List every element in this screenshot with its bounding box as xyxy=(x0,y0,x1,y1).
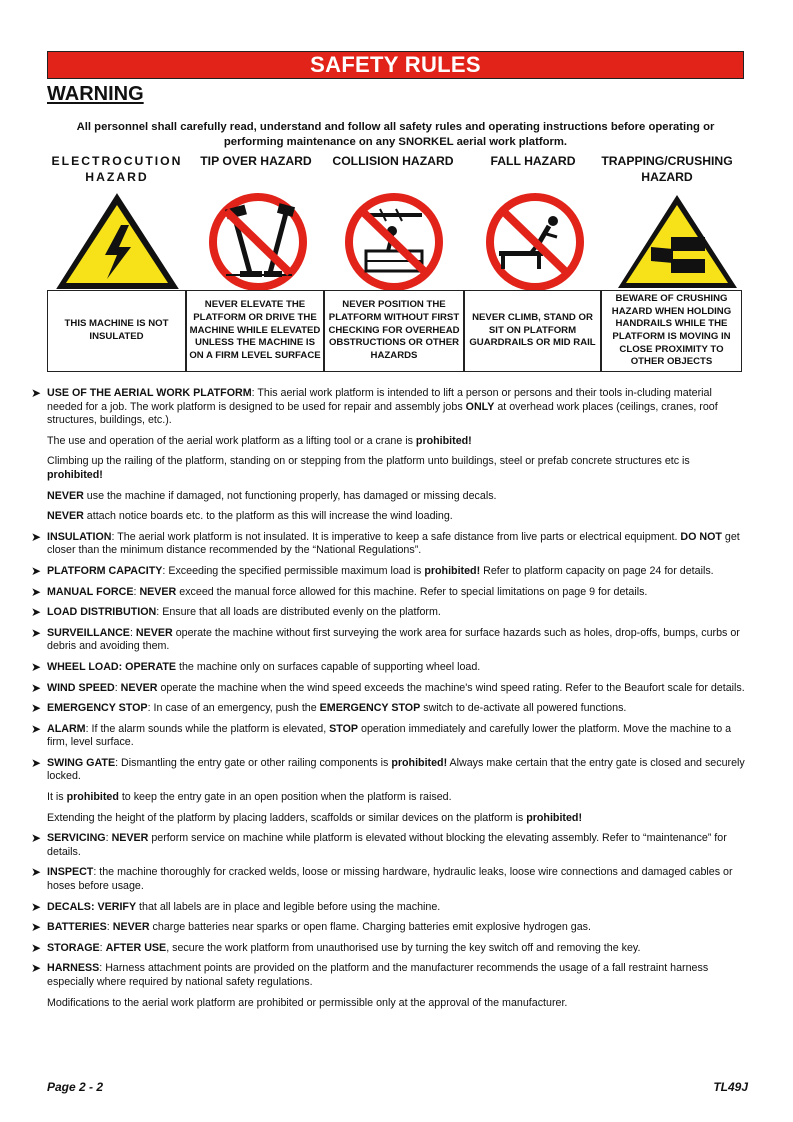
bullet-arrow-icon: ➤ xyxy=(31,961,42,976)
hazard-text-tip-over: NEVER ELEVATE THE PLATFORM OR DRIVE THE MACHINE WHILE ELEVATED UNLESS THE MACHINE IS ON A FIRM LEVEL SURFACE xyxy=(186,290,324,372)
rule-inspect: ➤ INSPECT: the machine thoroughly for cracked welds, loose or missing hardware, hydraulic leaks, loose wire connections and damaged cables or hoses before usage. xyxy=(31,865,733,893)
rule-swing-gate: ➤ SWING GATE: Dismantling the entry gate or other railing components is prohibited! Always make certain that the entry gate is closed and securely locked. xyxy=(31,755,745,783)
bullet-arrow-icon: ➤ xyxy=(31,701,42,716)
rule-decals: ➤ DECALS: VERIFY that all labels are in place and legible before using the machine. xyxy=(31,899,441,914)
hazard-title-electrocution: ELECTROCUTION HAZARD xyxy=(51,154,183,184)
hazard-text-collision: NEVER POSITION THE PLATFORM WITHOUT FIRST CHECKING FOR OVERHEAD OBSTRUCTIONS OR OTHER HAZARDS xyxy=(324,290,464,372)
rule-never-damaged: NEVER use the machine if damaged, not functioning properly, has damaged or missing decals. xyxy=(47,489,497,502)
bullet-arrow-icon: ➤ xyxy=(31,659,42,674)
rule-servicing: ➤ SERVICING: NEVER perform service on machine while platform is elevated without blocking the elevating assembly. Refer to “maintenance” for details. xyxy=(31,831,727,858)
page-number: Page 2 - 2 xyxy=(47,1080,104,1094)
rule-platform-capacity: ➤ PLATFORM CAPACITY: Exceeding the specified permissible maximum load is prohibited! Refer to platform capacity on page 24 for details. xyxy=(31,563,714,578)
hazard-title-collision: COLLISION HAZARD xyxy=(332,154,454,168)
rule-use-of-platform: ➤ USE OF THE AERIAL WORK PLATFORM: This aerial work platform is intended to lift a person or persons and their tools in-cluding material needed for a job. The work platform is designed to be used for repair and assembly jobs ONLY at overhead work places (ceilings, cranes, roof structures, buildings, etc.). xyxy=(31,386,718,427)
hazard-title-fall: FALL HAZARD xyxy=(490,154,576,168)
hazard-text-electrocution: THIS MACHINE IS NOT INSULATED xyxy=(47,290,186,372)
rule-alarm: ➤ ALARM: If the alarm sounds while the platform is elevated, STOP operation immediately and carefully lower the platform. Move the machine to a firm, level surface. xyxy=(31,721,732,749)
rule-load-distribution: ➤ LOAD DISTRIBUTION: Ensure that all loads are distributed evenly on the platform. xyxy=(31,605,441,620)
hazard-title-tip-over: TIP OVER HAZARD xyxy=(200,154,312,168)
bullet-arrow-icon: ➤ xyxy=(31,605,42,620)
hazard-title-crushing: TRAPPING/CRUSHING HAZARD xyxy=(601,154,733,184)
hazard-text-fall: NEVER CLIMB, STAND OR SIT ON PLATFORM GUARDRAILS OR MID RAIL xyxy=(464,290,601,372)
crushing-warning-icon xyxy=(615,193,740,291)
hazard-panel xyxy=(47,153,744,373)
rule-extend-height-prohibited: Extending the height of the platform by placing ladders, scaffolds or similar devices on the platform is prohibited! xyxy=(47,811,583,824)
document-code: TL49J xyxy=(713,1080,748,1094)
rule-modifications: Modifications to the aerial work platform are prohibited or permissible only at the approval of the manufacturer. xyxy=(47,996,568,1009)
bullet-arrow-icon: ➤ xyxy=(31,529,42,544)
bullet-arrow-icon: ➤ xyxy=(31,755,42,770)
warning-heading: WARNING xyxy=(47,83,144,105)
rule-batteries: ➤ BATTERIES: NEVER charge batteries near sparks or open flame. Charging batteries emit explosive hydrogen gas. xyxy=(31,920,591,935)
rule-never-notice-boards: NEVER attach notice boards etc. to the platform as this will increase the wind loading. xyxy=(47,510,453,523)
bullet-arrow-icon: ➤ xyxy=(31,940,42,955)
bullet-arrow-icon: ➤ xyxy=(31,386,42,400)
rule-emergency-stop: ➤ EMERGENCY STOP: In case of an emergency, push the EMERGENCY STOP switch to de-activate all powered functions. xyxy=(31,701,627,716)
bullet-arrow-icon: ➤ xyxy=(31,721,42,736)
rule-lifting-prohibited: The use and operation of the aerial work platform as a lifting tool or a crane is prohibited! xyxy=(47,434,472,447)
electrocution-warning-icon xyxy=(55,193,180,291)
bullet-arrow-icon: ➤ xyxy=(31,625,42,640)
bullet-arrow-icon: ➤ xyxy=(31,831,42,846)
rule-insulation: ➤ INSULATION: The aerial work platform is not insulated. It is imperative to keep a safe distance from live parts or electrical equipment. DO NOT get closer than the minimum distance recommended by the “National Regulations”. xyxy=(31,529,740,557)
rule-gate-open-prohibited: It is prohibited to keep the entry gate in an open position when the platform is raised. xyxy=(47,791,452,804)
rule-climbing-prohibited: Climbing up the railing of the platform, standing on or stepping from the platform unto buildings, steel or prefab concrete structures etc is prohibited! xyxy=(47,455,690,481)
bullet-arrow-icon: ➤ xyxy=(31,899,42,914)
safety-rules-banner: SAFETY RULES xyxy=(47,51,744,79)
collision-prohibited-icon xyxy=(340,193,448,291)
bullet-arrow-icon: ➤ xyxy=(31,920,42,935)
bullet-arrow-icon: ➤ xyxy=(31,680,42,695)
rule-wheel-load: ➤ WHEEL LOAD: OPERATE the machine only on surfaces capable of supporting wheel load. xyxy=(31,659,481,674)
rule-wind-speed: ➤ WIND SPEED: NEVER operate the machine when the wind speed exceeds the machine's wind speed rating. Refer to the Beaufort scale for details. xyxy=(31,680,745,695)
intro-text: All personnel shall carefully read, understand and follow all safety rules and operating instructions before operating or performing maintenance on any SNORKEL aerial work platform. xyxy=(76,121,715,148)
hazard-text-crushing: BEWARE OF CRUSHING HAZARD WHEN HOLDING HANDRAILS WHILE THE PLATFORM IS MOVING IN CLOSE PROXIMITY TO OTHER OBJECTS xyxy=(601,290,742,372)
fall-prohibited-icon xyxy=(481,193,589,291)
bullet-arrow-icon: ➤ xyxy=(31,563,42,578)
rule-storage: ➤ STORAGE: AFTER USE, secure the work platform from unauthorised use by turning the key switch off and removing the key. xyxy=(31,940,641,955)
safety-rules-list xyxy=(31,387,746,1017)
bullet-arrow-icon: ➤ xyxy=(31,584,42,599)
rule-surveillance: ➤ SURVEILLANCE: NEVER operate the machine without first surveying the work area for surface hazards such as holes, drop-offs, bumps, curbs or debris and avoiding them. xyxy=(31,625,740,653)
rule-harness: ➤ HARNESS: Harness attachment points are provided on the platform and the manufacturer recommends the usage of a fall restraint harness especially where required by national safety regulations. xyxy=(31,961,709,988)
rule-manual-force: ➤ MANUAL FORCE: NEVER exceed the manual force allowed for this machine. Refer to special limitations on page 9 for details. xyxy=(31,584,648,599)
bullet-arrow-icon: ➤ xyxy=(31,865,42,880)
tip-over-prohibited-icon xyxy=(204,193,312,291)
